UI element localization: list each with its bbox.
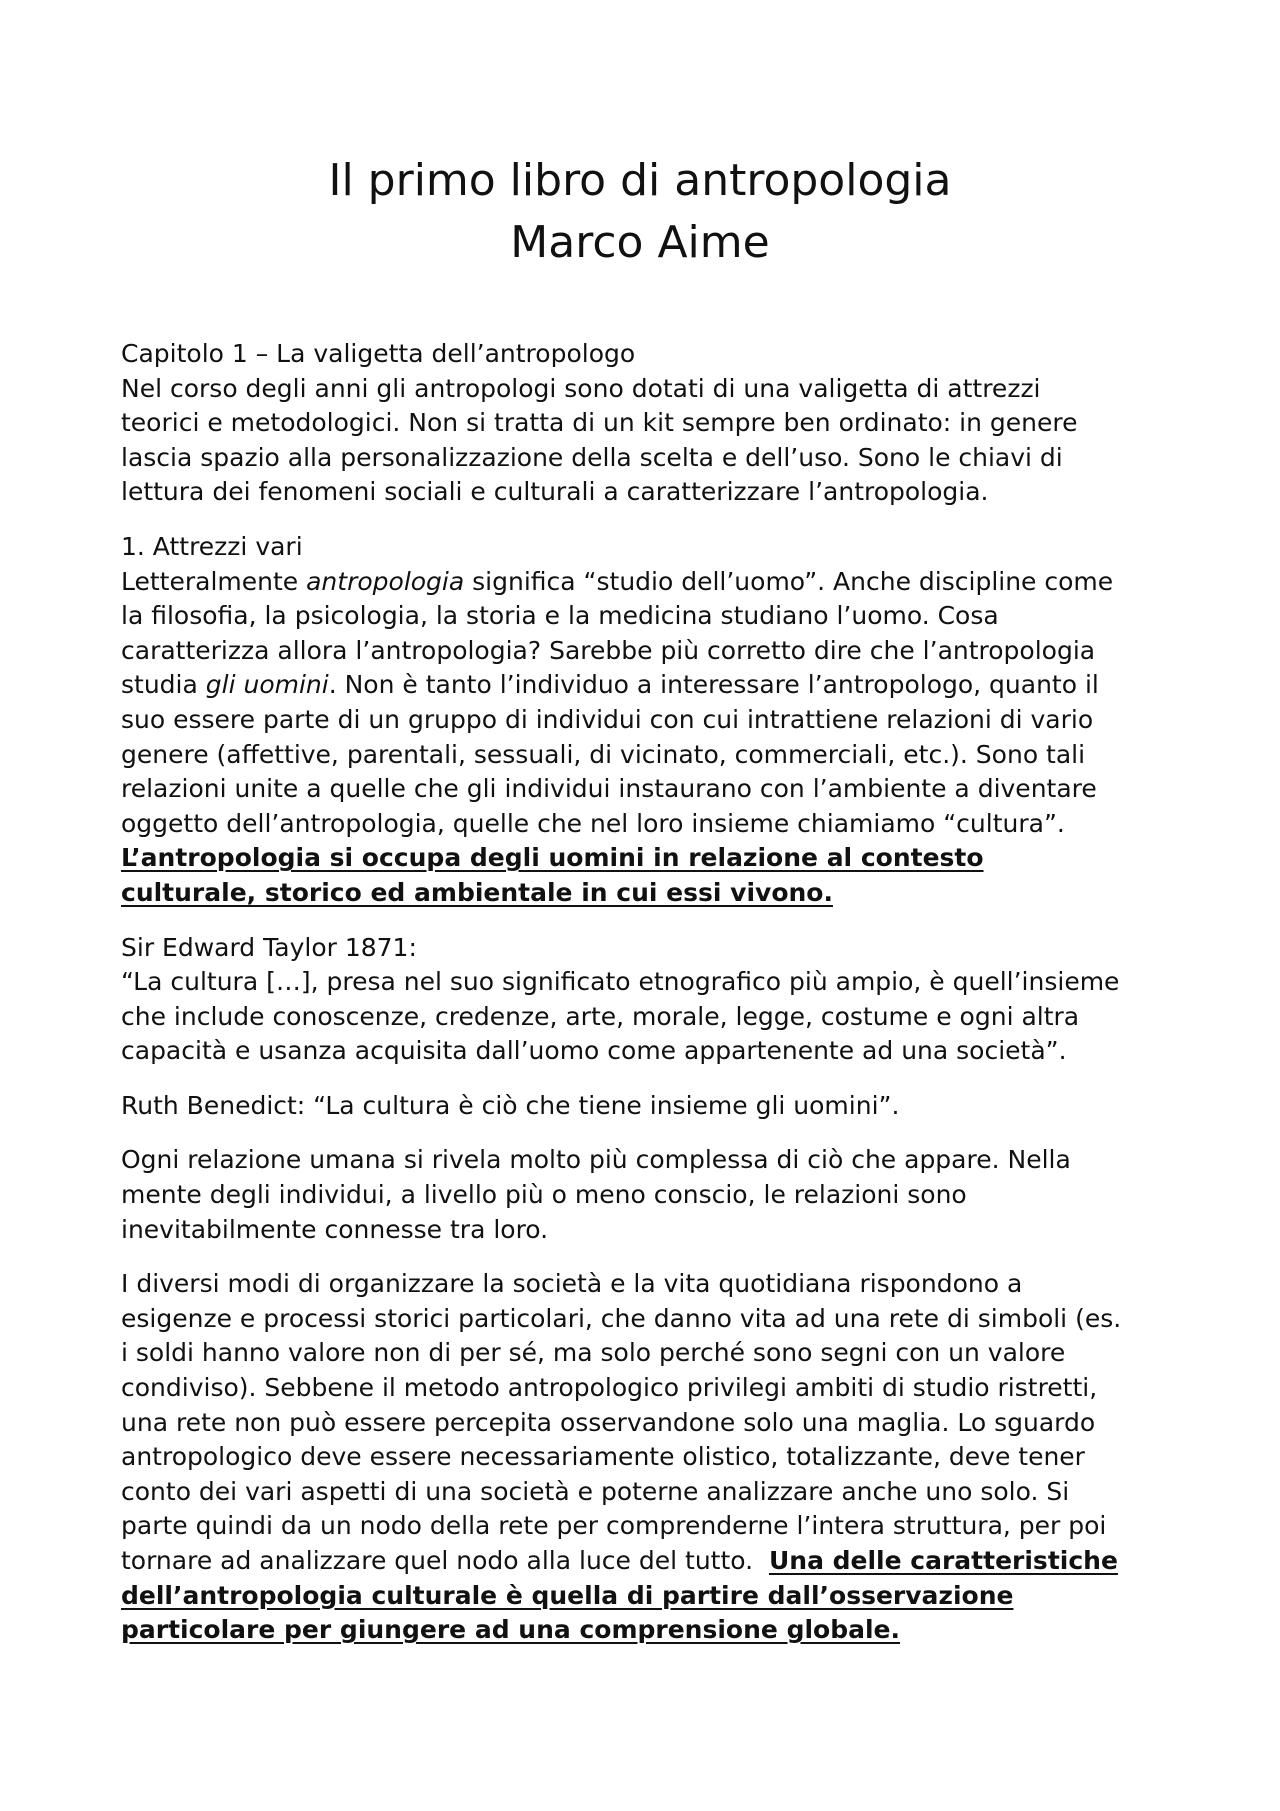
paragraph-gap xyxy=(121,1123,1171,1143)
definition-paragraph xyxy=(121,565,1171,911)
text-line: caratterizza allora l’antropologia? Sarebbe più corretto dire che l’antropologia xyxy=(121,635,1096,665)
author-line: Marco Aime xyxy=(510,217,770,268)
italic-term: antropologia xyxy=(306,566,465,596)
paragraph-gap xyxy=(121,510,1171,530)
text-line xyxy=(121,668,1171,703)
benedict-quote: Ruth Benedict: “La cultura è ciò che tiene insieme gli uomini”. xyxy=(121,1090,900,1120)
document-title xyxy=(0,150,1280,274)
text-line: suo essere parte di un gruppo di individui con cui intrattiene relazioni di vario xyxy=(121,704,1094,734)
text-line: parte quindi da un nodo della rete per comprenderne l’intera struttura, per poi xyxy=(121,1511,1107,1541)
text-line: I diversi modi di organizzare la società e la vita quotidiana rispondono a xyxy=(121,1269,1023,1299)
key-statement-line xyxy=(121,841,1171,876)
text-line: che include conoscenze, credenze, arte, morale, legge, costume e ogni altra xyxy=(121,1001,1080,1031)
key-statement: particolare per giungere ad una comprensione globale. xyxy=(121,1615,900,1645)
text-line: Ogni relazione umana si rivela molto più complessa di ciò che appare. Nella xyxy=(121,1145,1071,1175)
text-line: capacità e usanza acquisita dall’uomo come appartenente ad una società”. xyxy=(121,1036,1067,1066)
text-line: lettura dei fenomeni sociali e culturali a caratterizzare l’antropologia. xyxy=(121,477,989,507)
paragraph-gap xyxy=(121,911,1171,931)
text-line: relazioni unite a quelle che gli individui instaurano con l’ambiente a diventare xyxy=(121,774,1097,804)
text-line: lascia spazio alla personalizzazione della scelta e dell’uso. Sono le chiavi di xyxy=(121,442,1063,472)
text-line: antropologico deve essere necessariamente olistico, totalizzante, deve tener xyxy=(121,1442,1085,1472)
intro-paragraph xyxy=(121,372,1171,510)
key-statement-line xyxy=(121,1579,1171,1614)
key-statement-line xyxy=(121,876,1171,911)
text-line: “La cultura […], presa nel suo significato etnografico più ampio, è quell’insieme xyxy=(121,967,1120,997)
key-statement: Una delle caratteristiche xyxy=(768,1546,1118,1575)
title-line: Il primo libro di antropologia xyxy=(328,155,952,206)
paragraph-gap xyxy=(121,1069,1171,1089)
text-line: i soldi hanno valore non di per sé, ma solo perché sono segni con un valore xyxy=(121,1338,1066,1368)
text-run: . Non è tanto l’individuo a interessare l’antropologo, quanto il xyxy=(328,670,1099,700)
taylor-quote xyxy=(121,931,1171,1069)
text-line: Nel corso degli anni gli antropologi sono dotati di una valigetta di attrezzi xyxy=(121,373,1041,403)
text-line: la filosofia, la psicologia, la storia e la medicina studiano l’uomo. Cosa xyxy=(121,601,999,631)
text-line xyxy=(121,565,1171,600)
society-paragraph xyxy=(121,1267,1171,1648)
text-run: tornare ad analizzare quel nodo alla luce del tutto. xyxy=(121,1546,769,1575)
text-run: Letteralmente xyxy=(121,566,307,596)
quote-author: Sir Edward Taylor 1871: xyxy=(121,932,417,962)
key-statement: culturale, storico ed ambientale in cui essi vivono. xyxy=(121,877,833,907)
section-heading: 1. Attrezzi vari xyxy=(121,531,303,561)
text-line: una rete non può essere percepita osservandone solo una maglia. Lo sguardo xyxy=(121,1407,1096,1437)
key-statement: dell’antropologia culturale è quella di partire dall’osservazione xyxy=(121,1580,1014,1610)
text-line: mente degli individui, a livello più o meno conscio, le relazioni sono xyxy=(121,1180,967,1210)
text-line: oggetto dell’antropologia, quelle che nel loro insieme chiamiamo “cultura”. xyxy=(121,808,1065,838)
text-run: significa “studio dell’uomo”. Anche discipline come xyxy=(464,566,1114,596)
text-line: conto dei vari aspetti di una società e poterne analizzare anche uno solo. Si xyxy=(121,1476,1070,1506)
document-body xyxy=(121,337,1171,1648)
text-line: genere (affettive, parentali, sessuali, di vicinato, commerciali, etc.). Sono tali xyxy=(121,739,1086,769)
relations-paragraph xyxy=(121,1143,1171,1247)
paragraph-gap xyxy=(121,1247,1171,1267)
key-statement: L’antropologia si occupa degli uomini in relazione al contesto xyxy=(121,843,984,873)
chapter-heading: Capitolo 1 – La valigetta dell’antropologo xyxy=(121,339,636,368)
key-statement-line xyxy=(121,1613,1171,1648)
italic-term: gli uomini xyxy=(205,670,329,700)
text-line: inevitabilmente connesse tra loro. xyxy=(121,1214,549,1244)
text-run: studia xyxy=(121,670,206,700)
text-line xyxy=(121,1544,1171,1579)
text-line: teorici e metodologici. Non si tratta di un kit sempre ben ordinato: in genere xyxy=(121,408,1078,438)
text-line: esigenze e processi storici particolari, che danno vita ad una rete di simboli (es. xyxy=(121,1303,1122,1333)
text-line: condiviso). Sebbene il metodo antropologico privilegi ambiti di studio ristretti, xyxy=(121,1373,1098,1403)
